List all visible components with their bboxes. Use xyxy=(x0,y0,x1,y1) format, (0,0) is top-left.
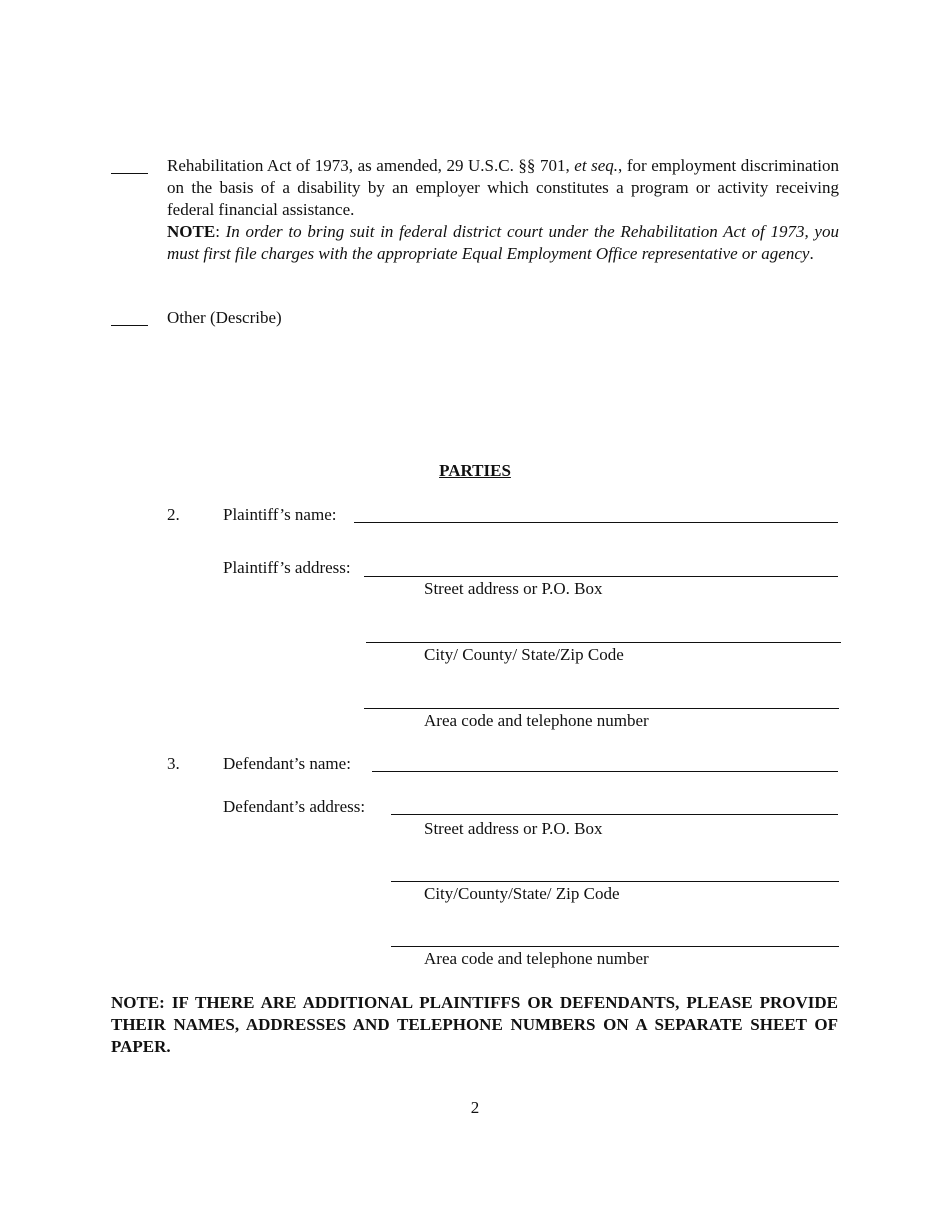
plaintiff-name-field[interactable] xyxy=(354,522,838,523)
defendant-address-label: Defendant’s address: xyxy=(223,797,366,816)
rehab-act-note-label: NOTE xyxy=(167,222,216,241)
rehab-act-checkbox-line[interactable] xyxy=(111,173,148,174)
other-checkbox-line[interactable] xyxy=(111,325,148,326)
plaintiff-name-label: Plaintiff’s name: xyxy=(223,505,337,524)
defendant-name-field[interactable] xyxy=(372,771,838,772)
rehab-act-text-start: Rehabilitation Act of 1973, as amended, 29 U.S.C. §§ 701, xyxy=(167,156,575,175)
defendant-name-label: Defendant’s name: xyxy=(223,754,351,773)
rehab-act-note-sep: : xyxy=(215,222,226,241)
rehab-act-et-seq: et seq. xyxy=(574,156,619,175)
defendant-city-field[interactable] xyxy=(391,881,839,882)
other-describe-label: Other (Describe) xyxy=(167,308,282,327)
plaintiff-phone-caption: Area code and telephone number xyxy=(424,711,649,730)
defendant-street-field[interactable] xyxy=(391,814,838,815)
rehab-act-note-end: . xyxy=(809,244,814,263)
plaintiff-phone-field[interactable] xyxy=(364,708,839,709)
defendant-phone-field[interactable] xyxy=(391,946,839,947)
defendant-number: 3. xyxy=(167,754,180,773)
additional-parties-note: NOTE: IF THERE ARE ADDITIONAL PLAINTIFFS OR DEFENDANTS, PLEASE PROVIDE THEIR NAMES, ADDRESSES AND TELEPHONE NUMBERS ON A SEPARATE SHEET OF PAPER. xyxy=(111,993,838,1056)
rehab-act-note xyxy=(167,221,839,265)
parties-heading: PARTIES xyxy=(439,461,511,480)
plaintiff-number: 2. xyxy=(167,505,180,524)
page-number: 2 xyxy=(470,1098,480,1117)
plaintiff-city-caption: City/ County/ State/Zip Code xyxy=(424,645,624,664)
defendant-street-caption: Street address or P.O. Box xyxy=(424,819,603,838)
rehab-act-paragraph xyxy=(167,155,839,221)
plaintiff-street-caption: Street address or P.O. Box xyxy=(424,579,603,598)
defendant-city-caption: City/County/State/ Zip Code xyxy=(424,884,620,903)
rehab-act-text-end: , for employment discrimination on the basis of a disability by an employer which constitutes a program or activity receiving federal financial assistance. xyxy=(167,156,839,219)
plaintiff-address-label: Plaintiff’s address: xyxy=(223,558,351,577)
plaintiff-street-field[interactable] xyxy=(364,576,838,577)
rehab-act-note-text: In order to bring suit in federal district court under the Rehabilitation Act of 1973, you must first file charges with the appropriate Equal Employment Office representative or agency xyxy=(167,222,839,263)
plaintiff-city-field[interactable] xyxy=(366,642,841,643)
defendant-phone-caption: Area code and telephone number xyxy=(424,949,649,968)
